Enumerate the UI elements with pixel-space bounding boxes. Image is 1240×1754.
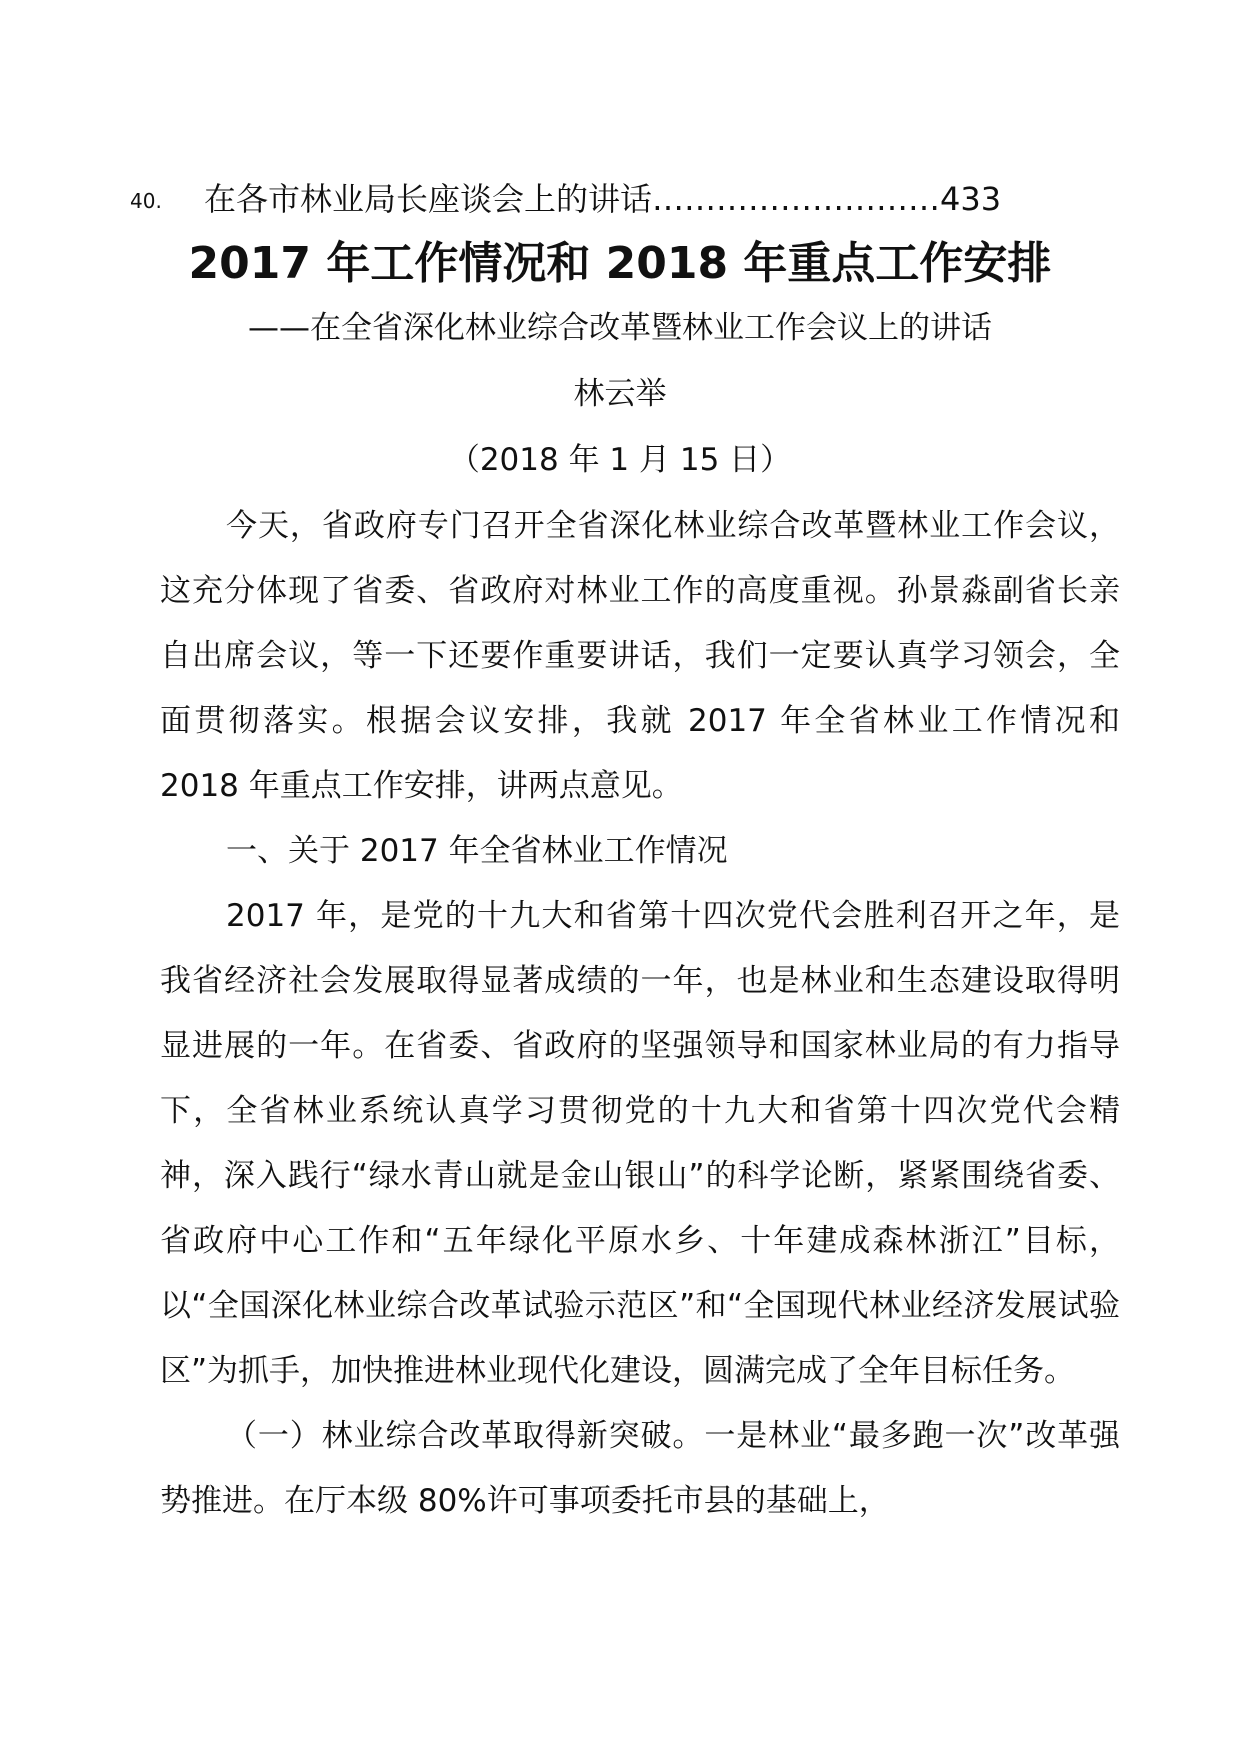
- document-body: [160, 494, 1120, 1534]
- document-author: 林云举: [573, 376, 667, 412]
- document-subtitle: ——在全省深化林业综合改革暨林业工作会议上的讲话: [248, 310, 992, 346]
- document-date: （2018 年 1 月 15 日）: [448, 442, 792, 478]
- body-paragraph: （一）林业综合改革取得新突破。一是林业“最多跑一次”改革强势推进。在厅本级 80%许可事项委托市县的基础上，: [160, 1418, 1120, 1519]
- body-paragraph: 2017 年，是党的十九大和省第十四次党代会胜利召开之年，是我省经济社会发展取得显著成绩的一年，也是林业和生态建设取得明显进展的一年。在省委、省政府的坚强领导和国家林业局的有力指导下，全省林业系统认真学习贯彻党的十九大和省第十四次党代会精神，深入践行“绿水青山就是金山银山”的科学论断，紧紧围绕省委、省政府中心工作和“五年绿化平原水乡、十年建成森林浙江”目标，以“全国深化林业综合改革试验示范区”和“全国现代林业经济发展试验区”为抓手，加快推进林业现代化建设，圆满完成了全年目标任务。: [160, 898, 1120, 1389]
- section-heading: 一、关于 2017 年全省林业工作情况: [226, 833, 728, 869]
- toc-entry-title: 在各市林业局长座谈会上的讲话………………………433: [204, 180, 1002, 218]
- toc-entry-number: 40.: [130, 189, 162, 213]
- document-title: 2017 年工作情况和 2018 年重点工作安排: [188, 238, 1052, 289]
- toc-entry: [130, 174, 1030, 224]
- body-paragraph: 今天，省政府专门召开全省深化林业综合改革暨林业工作会议，这充分体现了省委、省政府对林业工作的高度重视。孙景淼副省长亲自出席会议，等一下还要作重要讲话，我们一定要认真学习领会，全面贯彻落实。根据会议安排，我就 2017 年全省林业工作情况和 2018 年重点工作安排，讲两点意见。: [160, 508, 1120, 804]
